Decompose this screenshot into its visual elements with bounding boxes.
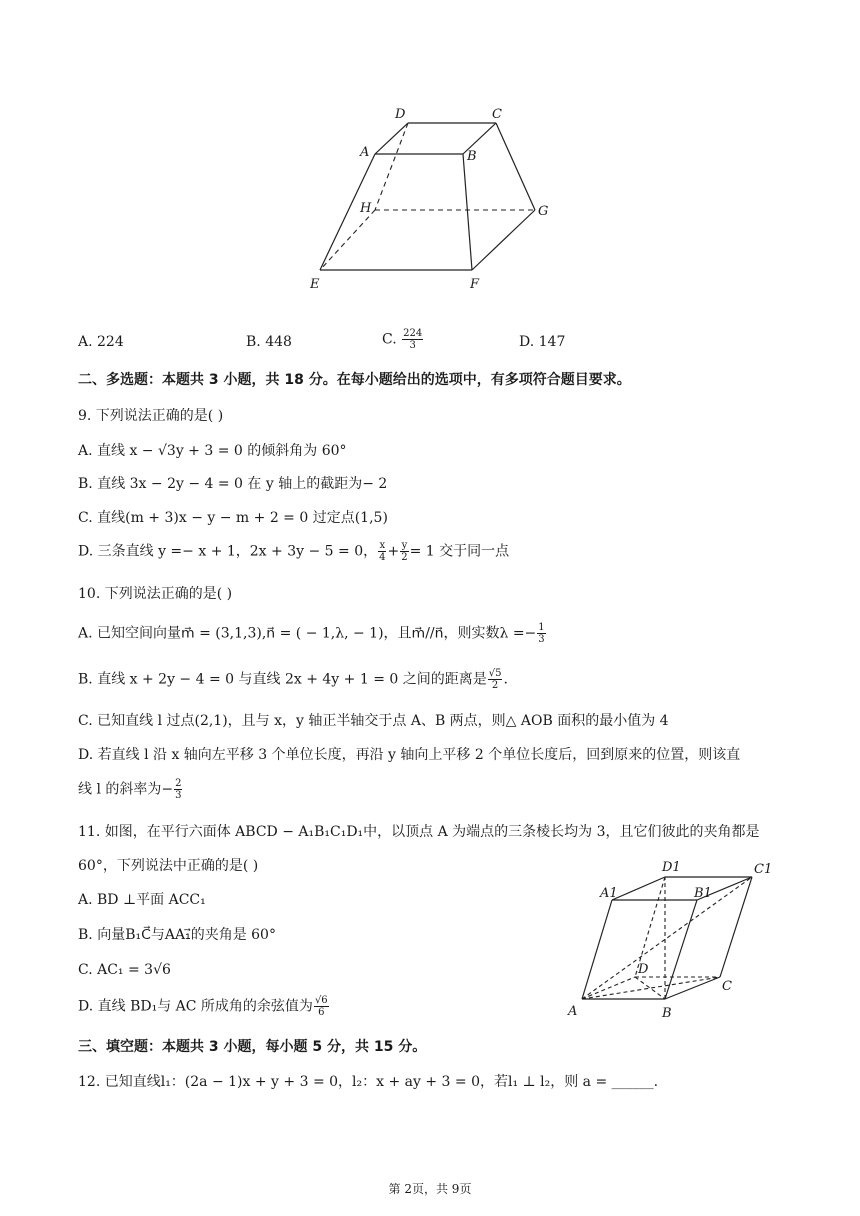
- q8-c-num: 224: [403, 328, 423, 339]
- q10-option-d-line1: D. 若直线 l 沿 x 轴向左平移 3 个单位长度，再沿 y 轴向上平移 2 个单位长度后，回到原来的位置，则该直: [78, 747, 741, 763]
- q8-option-a: A. 224: [78, 334, 124, 350]
- label-B: B: [662, 1006, 672, 1021]
- q10-b-den: 2: [491, 680, 499, 691]
- q9-d-frac1-num: x: [379, 540, 386, 551]
- label-A: A: [568, 1004, 578, 1019]
- label-C: C: [492, 107, 502, 122]
- label-H: H: [360, 201, 372, 216]
- q10-b-prefix: B. 直线 x + 2y − 4 = 0 与直线 2x + 4y + 1 = 0 之间的距离是: [78, 671, 487, 688]
- q9-d-suffix: = 1 交于同一点: [409, 543, 510, 560]
- q9-d-frac2-den: 2: [401, 552, 408, 563]
- q10-b-suffix: .: [503, 671, 508, 688]
- q11-d-num: √6: [314, 995, 328, 1006]
- q9-option-b: B. 直线 3x − 2y − 4 = 0 在 y 轴上的截距为− 2: [78, 476, 388, 492]
- label-A1: A1: [600, 886, 618, 901]
- frustum-figure: [300, 100, 570, 300]
- q9-d-frac2-num: y: [401, 540, 408, 551]
- q11-stem-line1: 11. 如图，在平行六面体 ABCD − A₁B₁C₁D₁中，以顶点 A 为端点的三条棱长均为 3，且它们彼此的夹角都是: [78, 824, 760, 840]
- q11-option-c: C. AC₁ = 3√6: [78, 962, 171, 978]
- q11-d-den: 6: [318, 1007, 325, 1018]
- q9-d-plus: +: [387, 543, 400, 560]
- label-D1: D1: [662, 860, 681, 875]
- q8-c-den: 3: [409, 340, 416, 351]
- q10-option-c: C. 已知直线 l 过点(2,1)，且与 x，y 轴正半轴交于点 A、B 两点，则△ AOB 面积的最小值为 4: [78, 713, 669, 729]
- q9-option-d: [78, 540, 509, 563]
- q9-stem: 9. 下列说法正确的是( ): [78, 408, 224, 424]
- q11-stem-line2: 60°，下列说法中正确的是( ): [78, 858, 259, 874]
- label-G: G: [538, 204, 549, 219]
- label-D: D: [638, 962, 649, 977]
- page-footer: 第 2页，共 9页: [388, 1182, 472, 1196]
- q10-option-d-line2: [78, 778, 183, 801]
- q11-option-d: [78, 995, 330, 1018]
- q9-option-a: A. 直线 x − √3y + 3 = 0 的倾斜角为 60°: [78, 443, 347, 459]
- label-A: A: [360, 145, 370, 160]
- parallelepiped-figure: [562, 855, 792, 1025]
- label-C: C: [722, 979, 732, 994]
- q10-d-den: 3: [175, 790, 182, 801]
- q10-a-den: 3: [538, 634, 545, 645]
- q8-option-d: D. 147: [519, 334, 566, 350]
- section2-heading: 二、多选题：本题共 3 小题，共 18 分。在每小题给出的选项中，有多项符合题目要求。: [78, 372, 631, 388]
- label-E: E: [310, 277, 320, 292]
- label-B: B: [467, 149, 477, 164]
- label-B1: B1: [694, 886, 712, 901]
- q10-b-num: √5: [488, 668, 502, 679]
- q11-d-prefix: D. 直线 BD₁与 AC 所成角的余弦值为: [78, 998, 313, 1015]
- q11-option-a: A. BD ⊥平面 ACC₁: [78, 892, 206, 908]
- q9-d-frac1-den: 4: [379, 552, 386, 563]
- q9-d-prefix: D. 三条直线 y =− x + 1，2x + 3y − 5 = 0，: [78, 543, 378, 560]
- q10-option-a: [78, 622, 547, 645]
- q10-option-b: [78, 668, 508, 691]
- label-D: D: [395, 107, 406, 122]
- label-C1: C1: [754, 862, 773, 877]
- q8-option-b: B. 448: [246, 334, 292, 350]
- label-F: F: [470, 277, 480, 292]
- q11-option-b: B. 向量B₁C⃗与AA₁⃗的夹角是 60°: [78, 927, 276, 943]
- section3-heading: 三、填空题：本题共 3 小题，每小题 5 分，共 15 分。: [78, 1039, 427, 1055]
- q8-option-c-prefix: C.: [382, 331, 402, 348]
- q10-stem: 10. 下列说法正确的是( ): [78, 586, 233, 602]
- q10-d-num: 2: [175, 778, 182, 789]
- q12-text: 12. 已知直线l₁：(2a − 1)x + y + 3 = 0，l₂：x + ay + 3 = 0，若l₁ ⊥ l₂，则 a = ______.: [78, 1074, 659, 1090]
- q9-option-c: C. 直线(m + 3)x − y − m + 2 = 0 过定点(1,5): [78, 510, 388, 526]
- q10-a-num: 1: [538, 622, 545, 633]
- q8-option-c: [382, 328, 424, 351]
- q10-a-prefix: A. 已知空间向量m⃗ = (3,1,3),n⃗ = ( − 1,λ, − 1)，且m⃗//n⃗，则实数λ =−: [78, 625, 537, 642]
- q10-d-prefix: 线 l 的斜率为−: [78, 781, 174, 798]
